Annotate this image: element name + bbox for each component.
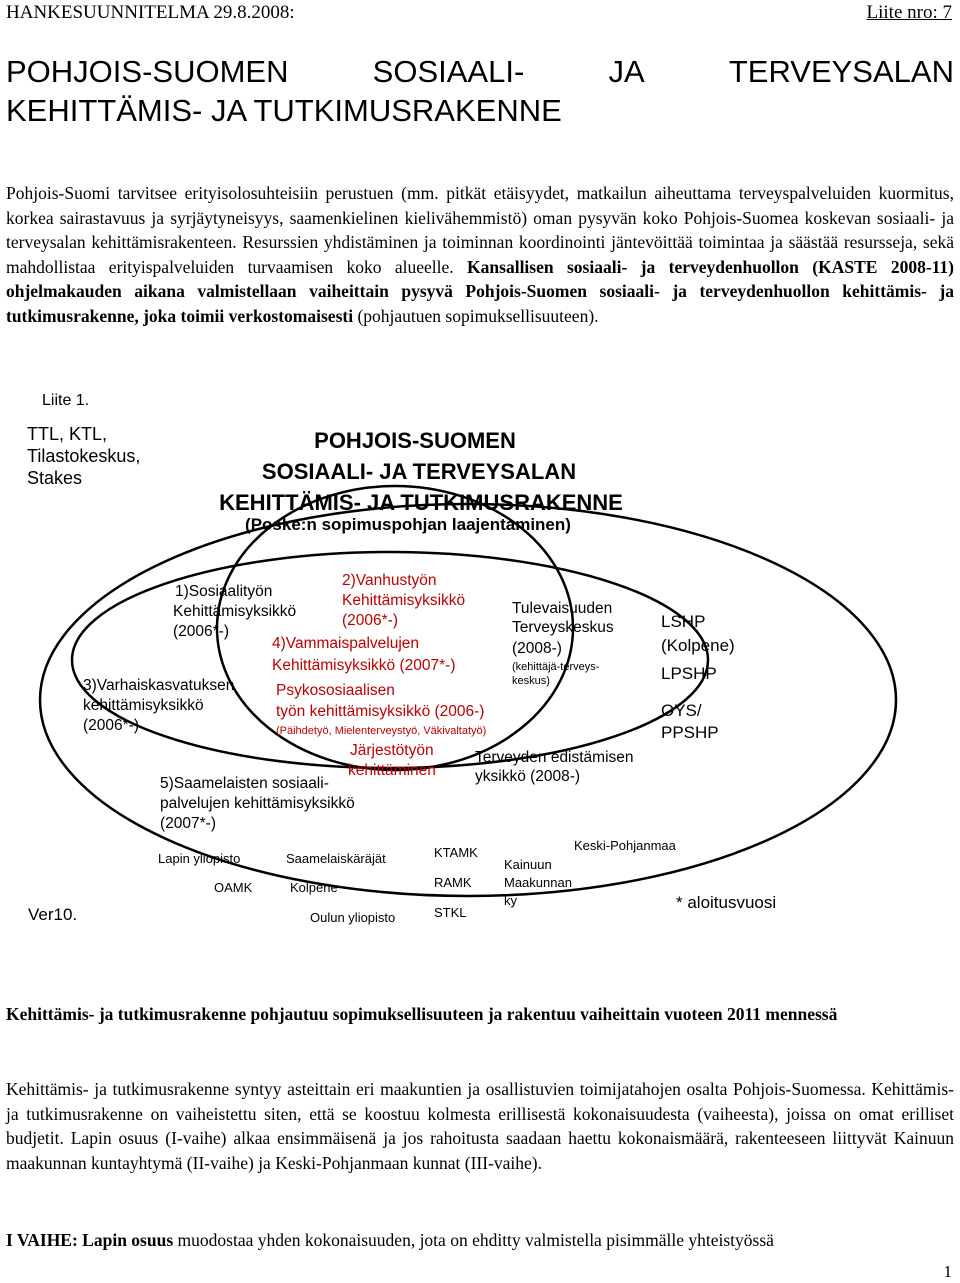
unit-2-label: Kehittämisyksikkö bbox=[342, 592, 466, 609]
future-hc-sublabel: (kehittäjä-terveys- bbox=[512, 661, 600, 673]
org-label: Stakes bbox=[27, 468, 83, 488]
unit-4-label: 4)Vammaispalvelujen bbox=[272, 635, 420, 652]
future-hc-label: Terveyskeskus bbox=[512, 619, 614, 636]
title-word: TERVEYSALAN bbox=[728, 54, 954, 89]
org-kainuu: ky bbox=[504, 893, 517, 908]
intro-text: Pohjois-Suomi tarvitsee erityisolosuhteisiin perustuen (mm. pitkät etäisyydet, matkailun aiheuttama terveyspalveluiden kuormitus, korkea sairastavuus ja syrjäytyneisyys, saamenkielinen kielivähemmistö) oman pysyvän koko Pohjois-Suomea koskevan sosiaali- ja terveysalan kehittämisrakenteen. Resurssien yhdistäminen ja toiminnan koordinointi jäntevöittää toimintaa ja säästää resursseja, sekä mahdollistaa erityispalveluiden turvaamisen koko alueelle. bbox=[6, 183, 954, 277]
footnote-label: * aloitusvuosi bbox=[676, 893, 777, 912]
intro-bold-text: Kansallisen sosiaali- ja terveydenhuollon (KASTE 2008-11) ohjelmakauden aikana valmistellaan vaiheittain pysyvä Pohjois-Suomen sosiaali- ja terveydenhuollon kehittämis- ja tutkimusrakenne, joka toimii verkostomaisesti bbox=[6, 256, 955, 326]
title-line-2: KEHITTÄMIS- JA TUTKIMUSRAKENNE bbox=[6, 93, 562, 128]
ngo-label: Järjestötyön bbox=[350, 742, 434, 759]
org-oulun-yliopisto: Oulun yliopisto bbox=[310, 910, 396, 925]
intro-paragraph bbox=[6, 181, 954, 328]
unit-2-label: 2)Vanhustyön bbox=[342, 572, 437, 589]
unit-2-label: (2006*-) bbox=[342, 612, 398, 629]
diagram-subtitle: (Poske:n sopimuspohjan laajentaminen) bbox=[245, 515, 571, 534]
org-label: TTL, KTL, bbox=[27, 424, 108, 444]
unit-3-label: 3)Varhaiskasvatuksen bbox=[83, 677, 235, 694]
health-promo-label: yksikkö (2008-) bbox=[475, 768, 581, 785]
title-word: JA bbox=[608, 54, 645, 89]
version-label: Ver10. bbox=[28, 905, 78, 924]
title-word: POHJOIS-SUOMEN bbox=[6, 54, 289, 89]
unit-3-label: kehittämisyksikkö bbox=[83, 697, 204, 714]
org-ktamk: KTAMK bbox=[434, 845, 478, 860]
unit-5-label: 5)Saamelaisten sosiaali- bbox=[160, 775, 329, 792]
attachment-number: Liite nro: 7 bbox=[866, 2, 952, 23]
unit-1-label: Kehittämisyksikkö bbox=[173, 603, 297, 620]
unit-5-label: (2007*-) bbox=[160, 815, 216, 832]
org-kolpene: Kolpene bbox=[290, 880, 338, 895]
org-label: Tilastokeskus, bbox=[27, 446, 141, 466]
org-keski-pohjanmaa: Keski-Pohjanmaa bbox=[574, 838, 676, 853]
phase-bold-text: I VAIHE: Lapin osuus bbox=[6, 1230, 174, 1250]
diagram-title-line: POHJOIS-SUOMEN bbox=[314, 428, 516, 453]
unit-3-label: (2006*-) bbox=[83, 717, 139, 734]
title-line-1 bbox=[6, 54, 954, 90]
phase-text: muodostaa yhden kokonaisuuden, jota on ehditty valmistella pisimmälle yhteistyössä bbox=[177, 1230, 774, 1250]
ngo-label: kehittäminen bbox=[348, 762, 436, 779]
summary-bold-text: Kehittämis- ja tutkimusrakenne pohjautuu sopimuksellisuuteen ja rakentuu vaiheittain vuoteen 2011 mennessä bbox=[6, 1004, 838, 1024]
hospital-district-label: OYS/ bbox=[661, 701, 702, 720]
diagram-title-line: SOSIAALI- JA TERVEYSALAN bbox=[261, 459, 577, 484]
future-hc-sublabel: keskus) bbox=[512, 675, 550, 687]
phase-paragraph bbox=[6, 1228, 954, 1253]
psychosocial-sublabel: (Päihdetyö, Mielenterveystyö, Väkivaltatyö) bbox=[276, 725, 487, 737]
appendix-label: Liite 1. bbox=[42, 392, 90, 409]
unit-4-label: Kehittämisyksikkö (2007*-) bbox=[272, 657, 456, 674]
intro-end-text: (pohjautuen sopimuksellisuuteen). bbox=[357, 305, 599, 326]
psychosocial-label: työn kehittämisyksikkö (2006-) bbox=[276, 703, 485, 720]
org-saamelaiskarajat: Saamelaiskäräjät bbox=[286, 851, 386, 866]
hospital-district-label: LSHP bbox=[661, 612, 706, 631]
org-ramk: RAMK bbox=[434, 875, 472, 890]
unit-5-label: palvelujen kehittämisyksikkö bbox=[160, 795, 355, 812]
structure-diagram bbox=[0, 380, 960, 940]
unit-1-label: (2006*-) bbox=[173, 623, 229, 640]
org-stkl: STKL bbox=[434, 905, 467, 920]
future-hc-label: Tulevaisuuden bbox=[512, 600, 613, 617]
document-header: HANKESUUNNITELMA 29.8.2008: bbox=[6, 2, 295, 23]
health-promo-label: Terveyden edistämisen bbox=[475, 749, 634, 766]
hospital-district-label: (Kolpene) bbox=[661, 636, 735, 655]
hospital-district-label: PPSHP bbox=[661, 723, 719, 742]
body-paragraph: Kehittämis- ja tutkimusrakenne syntyy asteittain eri maakuntien ja osallistuvien toimijatahojen osalta Pohjois-Suomessa. Kehittämis- ja tutkimusrakenne on vaiheistettu siten, että se koostuu kolmesta erillisestä kokonaisuudesta (vaiheesta), joissa on omat erilliset budjetit. Lapin osuus (I-vaihe) alkaa ensimmäisenä ja jos rahoitusta saadaan haettu kokonaismäärä, rakenteeseen liittyvät Kainuun maakunnan kuntayhtymä (II-vaihe) ja Keski-Pohjanmaan kunnat (III-vaihe). bbox=[6, 1079, 954, 1173]
summary-paragraph bbox=[6, 1002, 954, 1027]
org-kainuu: Kainuun bbox=[504, 857, 552, 872]
title-word: SOSIAALI- bbox=[372, 54, 525, 89]
org-oamk: OAMK bbox=[214, 880, 253, 895]
page-number: 1 bbox=[943, 1262, 952, 1281]
future-hc-label: (2008-) bbox=[512, 640, 562, 657]
diagram-title-line: KEHITTÄMIS- JA TUTKIMUSRAKENNE bbox=[219, 490, 623, 515]
org-lapin-yliopisto: Lapin yliopisto bbox=[158, 851, 241, 866]
psychosocial-label: Psykososiaalisen bbox=[276, 682, 395, 699]
unit-1-label: 1)Sosiaalityön bbox=[175, 583, 273, 600]
hospital-district-label: LPSHP bbox=[661, 664, 717, 683]
org-kainuu: Maakunnan bbox=[504, 875, 572, 890]
